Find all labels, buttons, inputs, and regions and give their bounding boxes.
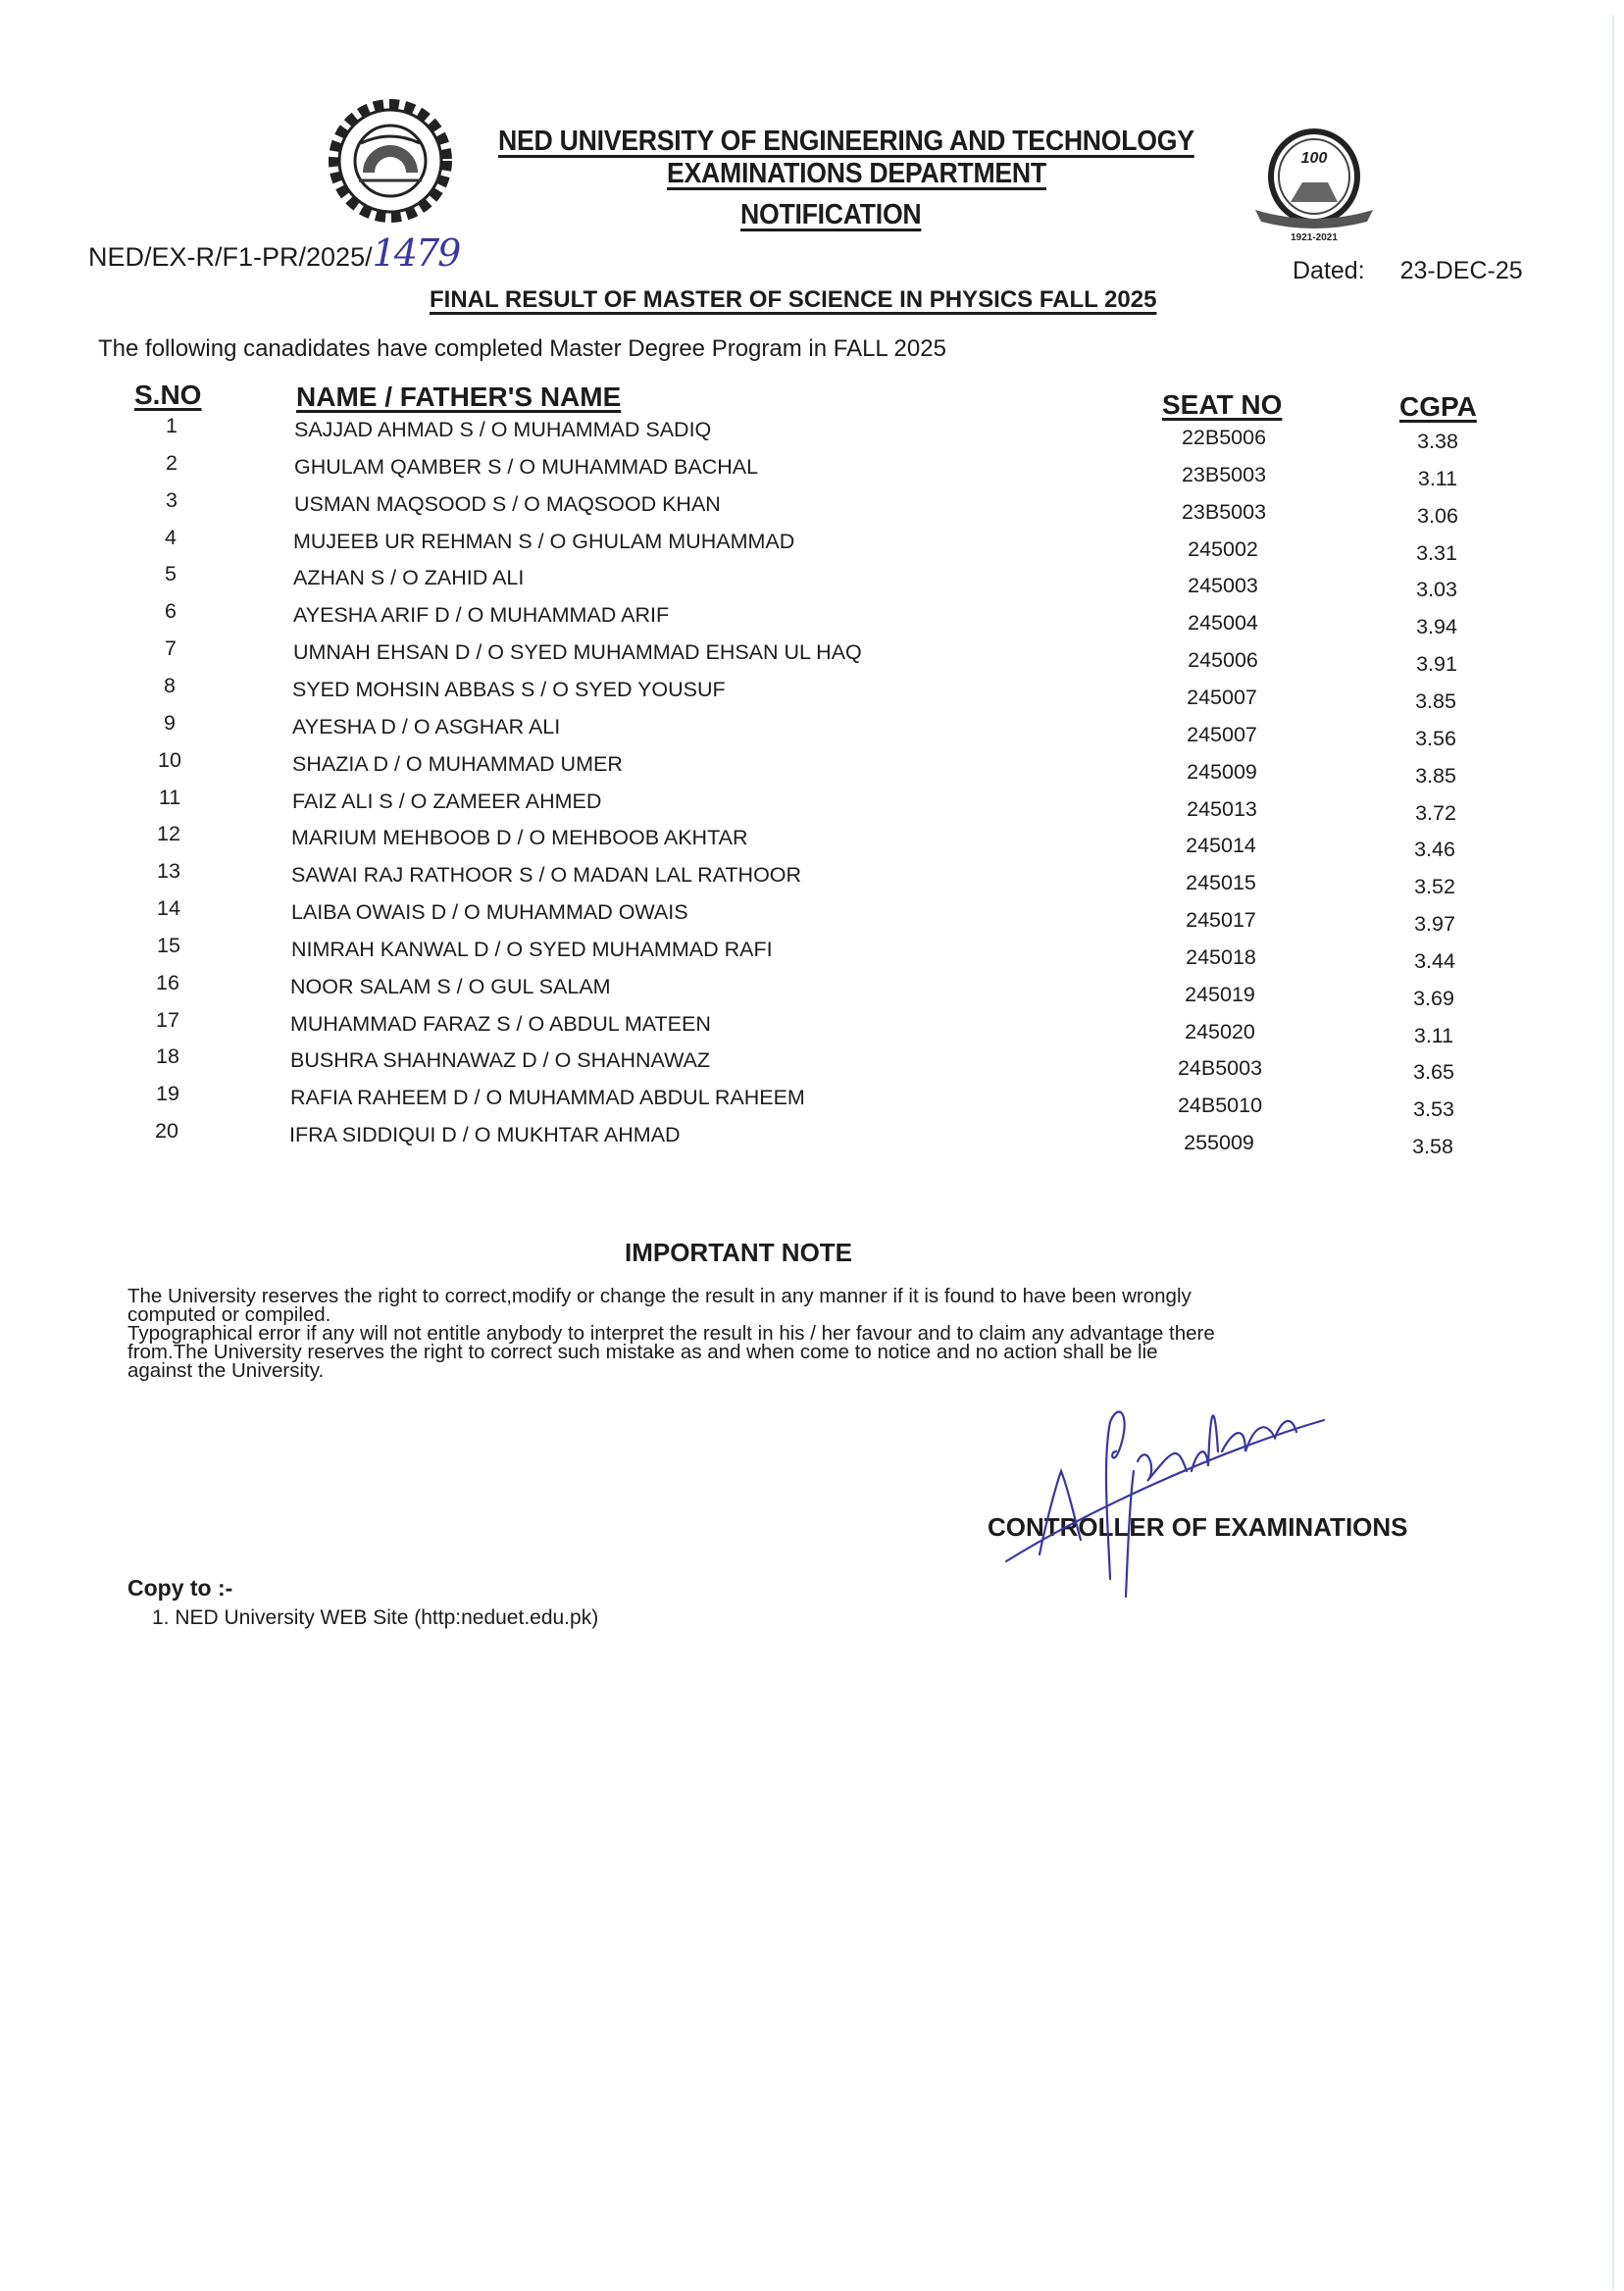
cell-seat-no: 245009 — [1187, 760, 1257, 784]
cell-sno: 16 — [156, 971, 179, 994]
cell-cgpa: 3.94 — [1416, 615, 1457, 638]
cell-cgpa: 3.97 — [1414, 912, 1455, 936]
cell-seat-no: 23B5003 — [1181, 463, 1267, 486]
ned-centenary-logo-right — [1247, 126, 1381, 243]
cell-cgpa: 3.85 — [1415, 689, 1456, 713]
cell-seat-no: 255009 — [1184, 1131, 1254, 1154]
cell-seat-no: 24B5003 — [1177, 1056, 1263, 1080]
cell-sno: 17 — [156, 1008, 179, 1032]
cell-cgpa: 3.85 — [1415, 764, 1456, 788]
cell-sno: 18 — [156, 1044, 179, 1068]
controller-designation: CONTROLLER OF EXAMINATIONS — [988, 1512, 1408, 1542]
cell-name: SYED MOHSIN ABBAS S / O SYED YOUSUF — [292, 678, 726, 701]
intro-text: The following canadidates have completed Master Degree Program in FALL 2025 — [98, 335, 946, 362]
handwritten-reference-number: 1479 — [372, 231, 460, 275]
copy-to-label: Copy to :- — [127, 1575, 233, 1601]
cell-sno: 6 — [165, 599, 177, 623]
department-name: EXAMINATIONS DEPARTMENT — [667, 158, 1046, 189]
column-header-name: NAME / FATHER'S NAME — [296, 382, 622, 412]
cell-name: AYESHA D / O ASGHAR ALI — [292, 715, 561, 738]
cell-name: AZHAN S / O ZAHID ALI — [293, 566, 525, 589]
cell-seat-no: 245017 — [1186, 908, 1256, 932]
reference-number — [88, 231, 459, 275]
svg-text:100: 100 — [1300, 150, 1328, 167]
cell-sno: 7 — [165, 636, 177, 660]
cell-cgpa: 3.03 — [1416, 578, 1457, 601]
column-header-seat-no: SEAT NO — [1162, 389, 1283, 420]
cell-cgpa: 3.38 — [1417, 430, 1458, 453]
cell-name: GHULAM QAMBER S / O MUHAMMAD BACHAL — [294, 455, 759, 479]
cell-cgpa: 3.58 — [1412, 1135, 1453, 1158]
note-line: Typographical error if any will not entitle anybody to interpret the result in his / her favour and to claim any advantage there — [127, 1322, 1215, 1345]
cell-name: FAIZ ALI S / O ZAMEER AHMED — [292, 789, 602, 813]
cell-name: UMNAH EHSAN D / O SYED MUHAMMAD EHSAN UL HAQ — [293, 640, 862, 664]
date-value: 23-DEC-25 — [1399, 257, 1523, 284]
cell-name: MUJEEB UR REHMAN S / O GHULAM MUHAMMAD — [293, 530, 795, 553]
cell-name: IFRA SIDDIQUI D / O MUKHTAR AHMAD — [289, 1123, 681, 1146]
cell-seat-no: 245019 — [1185, 983, 1255, 1006]
column-header-sno: S.NO — [134, 380, 202, 410]
cell-name: USMAN MAQSOOD S / O MAQSOOD KHAN — [294, 492, 721, 516]
cell-sno: 3 — [166, 488, 178, 512]
cell-seat-no: 245007 — [1187, 686, 1257, 709]
reference-prefix: NED/EX-R/F1-PR/2025/ — [88, 242, 373, 272]
cell-seat-no: 245020 — [1185, 1020, 1255, 1044]
cell-sno: 10 — [158, 748, 181, 772]
cell-name: NIMRAH KANWAL D / O SYED MUHAMMAD RAFI — [291, 938, 773, 961]
cell-seat-no: 245002 — [1188, 537, 1258, 561]
cell-seat-no: 245003 — [1188, 574, 1258, 597]
cell-name: MUHAMMAD FARAZ S / O ABDUL MATEEN — [290, 1012, 711, 1036]
cell-cgpa: 3.53 — [1413, 1097, 1454, 1121]
university-name: NED UNIVERSITY OF ENGINEERING AND TECHNOLOGY — [498, 126, 1194, 157]
cell-cgpa: 3.65 — [1413, 1060, 1454, 1084]
cell-name: MARIUM MEHBOOB D / O MEHBOOB AKHTAR — [291, 826, 748, 849]
cell-sno: 15 — [157, 934, 180, 957]
cell-sno: 9 — [164, 711, 176, 735]
cell-seat-no: 24B5010 — [1177, 1094, 1263, 1117]
cell-cgpa: 3.11 — [1417, 467, 1458, 490]
cell-name: SAWAI RAJ RATHOOR S / O MADAN LAL RATHOOR — [291, 863, 802, 887]
cell-seat-no: 245018 — [1186, 945, 1256, 969]
cell-cgpa: 3.56 — [1415, 727, 1456, 750]
centenary-seal-icon — [1247, 126, 1381, 243]
cell-name: LAIBA OWAIS D / O MUHAMMAD OWAIS — [291, 900, 688, 924]
cell-seat-no: 22B5006 — [1181, 426, 1267, 449]
cell-sno: 11 — [158, 786, 181, 809]
important-note-body — [127, 1287, 1324, 1380]
note-line: computed or compiled. — [127, 1303, 331, 1326]
note-line: against the University. — [127, 1359, 325, 1382]
cell-cgpa: 3.69 — [1413, 987, 1454, 1010]
cell-seat-no: 245013 — [1187, 797, 1257, 821]
handwritten-signature-icon — [1000, 1383, 1334, 1599]
cell-cgpa: 3.11 — [1413, 1024, 1454, 1047]
important-note-heading: IMPORTANT NOTE — [624, 1238, 853, 1267]
dated-label: Dated: — [1293, 257, 1365, 284]
cell-seat-no: 245004 — [1188, 611, 1258, 635]
cell-sno: 4 — [165, 526, 177, 549]
result-title: FINAL RESULT OF MASTER OF SCIENCE IN PHYSICS FALL 2025 — [430, 286, 1157, 313]
cell-cgpa: 3.72 — [1415, 801, 1456, 825]
cell-seat-no: 245006 — [1188, 648, 1258, 672]
cell-cgpa: 3.06 — [1417, 504, 1458, 528]
cell-cgpa: 3.46 — [1414, 838, 1455, 861]
cell-sno: 8 — [164, 674, 176, 697]
cell-seat-no: 23B5003 — [1181, 500, 1267, 524]
cell-name: AYESHA ARIF D / O MUHAMMAD ARIF — [293, 603, 670, 627]
cell-sno: 14 — [157, 896, 180, 920]
note-line: The University reserves the right to correct,modify or change the result in any manner if it is found to have been wrongly — [127, 1285, 1192, 1307]
cell-sno: 5 — [165, 562, 177, 585]
column-header-cgpa: CGPA — [1399, 391, 1477, 422]
cell-name: SAJJAD AHMAD S / O MUHAMMAD SADIQ — [294, 418, 712, 441]
cell-name: NOOR SALAM S / O GUL SALAM — [290, 975, 611, 998]
note-line: from.The University reserves the right to correct such mistake as and when come to notice and no action shall be lie — [127, 1341, 1158, 1363]
cell-cgpa: 3.52 — [1414, 875, 1455, 898]
cell-cgpa: 3.31 — [1416, 541, 1457, 565]
cell-sno: 2 — [166, 451, 178, 475]
cell-name: RAFIA RAHEEM D / O MUHAMMAD ABDUL RAHEEM — [290, 1086, 805, 1109]
cell-seat-no: 245015 — [1186, 871, 1256, 894]
cell-sno: 1 — [166, 414, 178, 437]
cell-cgpa: 3.44 — [1414, 949, 1455, 973]
svg-text:1921-2021: 1921-2021 — [1291, 232, 1338, 243]
cell-cgpa: 3.91 — [1416, 652, 1457, 676]
signature — [1000, 1383, 1334, 1599]
cell-sno: 19 — [156, 1082, 179, 1105]
date-line — [1293, 257, 1523, 285]
cell-name: BUSHRA SHAHNAWAZ D / O SHAHNAWAZ — [290, 1048, 711, 1072]
page-edge — [1612, 15, 1614, 2290]
cell-seat-no: 245014 — [1186, 834, 1256, 857]
cell-sno: 12 — [157, 822, 180, 845]
notification-heading: NOTIFICATION — [740, 199, 922, 230]
cell-sno: 20 — [155, 1119, 178, 1143]
cell-seat-no: 245007 — [1187, 723, 1257, 746]
cell-name: SHAZIA D / O MUHAMMAD UMER — [292, 752, 623, 776]
ned-university-logo-left — [324, 94, 457, 228]
cell-sno: 13 — [157, 859, 180, 883]
copy-to-item: 1. NED University WEB Site (http:neduet.edu.pk) — [152, 1606, 599, 1629]
gear-seal-icon — [324, 94, 457, 228]
